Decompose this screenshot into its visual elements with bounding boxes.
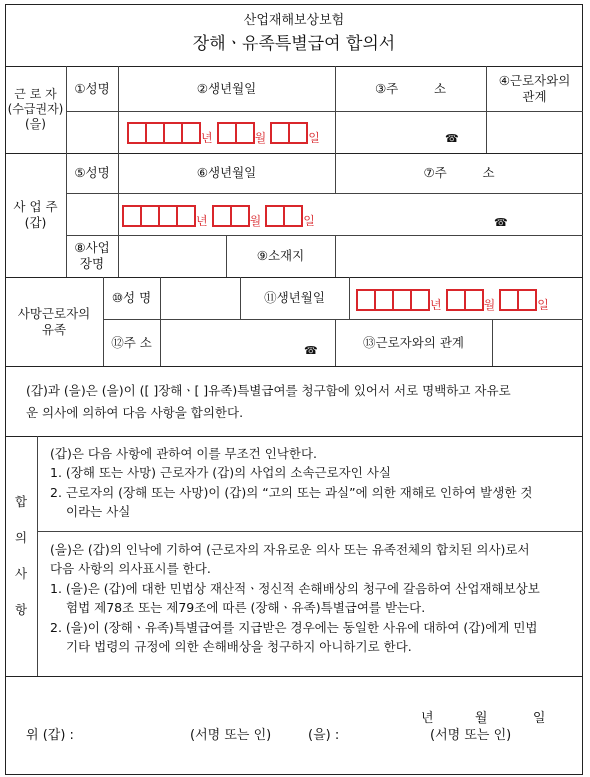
party-a-label: 위 (갑) :	[26, 728, 74, 743]
agreement-item: 1. (을)은 (갑)에 대한 민법상 재산적ㆍ정신적 손해배상의 청구에 갈음하여 산업재해보상보	[50, 580, 540, 596]
worker-birth-field[interactable]	[127, 118, 324, 144]
agreement-item-continued: 이라는 사실	[66, 504, 131, 520]
agreement-lead: (갑)은 다음 사항에 관하여 이를 무조건 인낙한다.	[50, 446, 317, 461]
party-a-name-field[interactable]	[82, 720, 182, 742]
employer-birth-field[interactable]	[122, 201, 319, 227]
agreement-item: 2. (을)이 (장해ㆍ유족)특별급여를 지급받은 경우에는 동일한 사유에 대하여 (갑)에게 민법	[50, 619, 538, 635]
agreement-item-continued: 험법 제78조 또는 제79조에 따른 (장해ㆍ유족)특별급여를 받는다.	[66, 600, 426, 616]
workplace-name-label: ⑧사업 장명	[74, 240, 110, 271]
deceased-relation-field[interactable]	[493, 320, 582, 365]
worker-birth-label: ②생년월일	[196, 80, 257, 96]
month-unit: 월	[249, 214, 262, 228]
agreement-item: 2. 근로자의 (장해 또는 사망)이 (갑)의 “고의 또는 과실”에 의한 재해로 인하여 발생한 것	[50, 484, 533, 500]
worker-address-field[interactable]	[336, 112, 485, 152]
deceased-address-label: ⑫주 소	[111, 334, 152, 350]
worker-name-field[interactable]	[67, 112, 117, 152]
deceased-name-field[interactable]	[161, 278, 239, 318]
telephone-icon: ☎	[304, 344, 318, 357]
party-a-sign-label: (서명 또는 인)	[190, 728, 272, 743]
deceased-birth-field[interactable]	[356, 285, 553, 311]
party-b-name-field[interactable]	[345, 720, 420, 742]
worker-address-label: ③주 소	[374, 80, 447, 96]
intro-paragraph	[26, 380, 576, 424]
employer-address-label: ⑦주 소	[423, 165, 495, 181]
agreement-lead: (을)은 (갑)의 인낙에 기하여 (근로자의 자유로운 의사 또는 유족전체의 합치된 의사)로서	[50, 542, 530, 557]
agreement-lead: 다음 사항의 의사표시를 한다.	[50, 561, 211, 577]
worker-relation-label: ④근로자와의 관계	[498, 72, 571, 104]
employer-birth-label: ⑥생년월일	[196, 165, 257, 181]
day-unit: 일	[303, 214, 315, 228]
telephone-icon: ☎	[494, 216, 508, 229]
deceased-relation-label: ⑬근로자와의 관계	[363, 334, 464, 350]
deceased-birth-label: ⑪생년월일	[264, 290, 325, 306]
day-unit: 일	[308, 131, 320, 145]
party-b-sign-label: (서명 또는 인)	[430, 728, 512, 743]
month-unit: 월	[483, 298, 496, 312]
deceased-name-label: ⑩성 명	[111, 290, 152, 306]
year-unit: 년	[430, 298, 442, 312]
employer-name-field[interactable]	[67, 194, 117, 234]
year-unit: 년	[201, 131, 213, 145]
workplace-location-label: ⑨소재지	[256, 248, 305, 264]
deceased-section-label: 사망근로자의 유족	[17, 305, 91, 337]
signature-date: 년 월 일	[421, 711, 546, 726]
agreement-item-continued: 기타 법령의 규정에 의한 손해배상을 청구하지 아니하기로 한다.	[66, 638, 412, 654]
agreement-section-label: 합 의 사 항	[14, 493, 28, 618]
agreement-part-2	[50, 540, 580, 656]
workplace-name-field[interactable]	[119, 236, 225, 276]
year-unit: 년	[196, 214, 208, 228]
worker-section-label: 근 로 자 (수급권자) (을)	[7, 87, 64, 131]
month-unit: 월	[254, 131, 267, 145]
party-b-label: (을) :	[308, 728, 340, 743]
employer-section-label: 사 업 주 (갑)	[13, 199, 58, 230]
form-subtitle: 산업재해보상보험	[243, 12, 345, 28]
telephone-icon: ☎	[445, 132, 459, 145]
deceased-address-field[interactable]	[161, 320, 334, 365]
day-unit: 일	[537, 298, 549, 312]
workplace-location-field[interactable]	[336, 236, 582, 276]
intro-line: (갑)과 (을)은 (을)이 ([ ]장해ㆍ[ ]유족)특별급여를 청구함에 있어서 서로 명백하고 자유로	[26, 383, 511, 398]
agreement-part-1	[50, 444, 580, 522]
employer-name-label: ⑤성명	[74, 165, 110, 181]
worker-name-label: ①성명	[74, 80, 110, 96]
worker-relation-field[interactable]	[487, 112, 582, 152]
intro-line: 운 의사에 의하여 다음 사항을 합의한다.	[26, 404, 244, 420]
agreement-item: 1. (장해 또는 사망) 근로자가 (갑)의 사업의 소속근로자인 사실	[50, 465, 391, 481]
form-title: 장해ㆍ유족특별급여 합의서	[192, 34, 396, 55]
